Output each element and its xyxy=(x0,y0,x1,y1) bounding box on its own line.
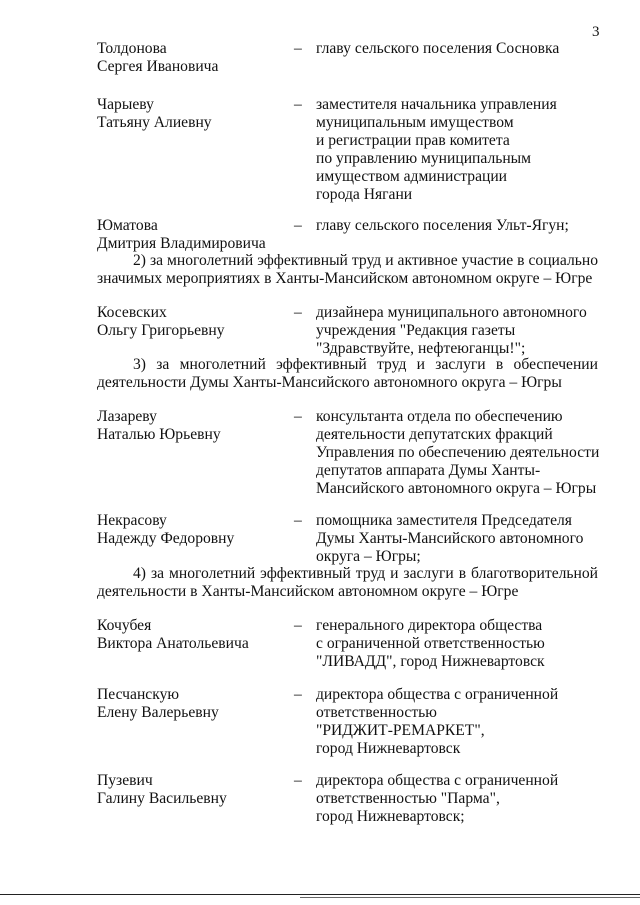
dash-separator: – xyxy=(294,96,302,113)
dash-separator: – xyxy=(294,40,302,57)
person-name: Косевских Ольгу Григорьевну xyxy=(97,304,225,339)
award-category-paragraph: 2) за многолетний эффективный труд и активное участие в социально значимых мероприятиях в Ханты-Мансийском автономном округе – Югре xyxy=(97,252,598,287)
footer-rule-secondary xyxy=(300,897,640,898)
person-name: Толдонова Сергея Ивановича xyxy=(97,40,219,75)
dash-separator: – xyxy=(294,512,302,529)
position-description: помощника заместителя Председателя Думы Ханты-Мансийского автономного округа – Югры; xyxy=(316,512,584,565)
position-description: консультанта отдела по обеспечению деятельности депутатских фракций Управления по обеспечению деятельности депутатов аппарата Думы Ханты- Мансийского автономного округа – Югры xyxy=(316,408,600,497)
dash-separator: – xyxy=(294,617,302,634)
dash-separator: – xyxy=(294,217,302,234)
footer-rule xyxy=(0,894,640,895)
person-name: Пузевич Галину Васильевну xyxy=(97,772,227,807)
dash-separator: – xyxy=(294,408,302,425)
dash-separator: – xyxy=(294,686,302,703)
person-name: Лазареву Наталью Юрьевну xyxy=(97,408,221,443)
page-number: 3 xyxy=(592,24,600,40)
person-name: Юматова Дмитрия Владимировича xyxy=(97,217,266,252)
award-category-paragraph: 4) за многолетний эффективный труд и заслуги в благотворительной деятельности в Ханты-Мансийском автономном округе – Югре xyxy=(97,565,598,600)
position-description: заместителя начальника управления муниципальным имуществом и регистрации прав комитета по управлению муниципальным имуществом администрации города Нягани xyxy=(316,96,557,203)
position-description: главу сельского поселения Сосновка xyxy=(316,40,560,57)
person-name: Песчанскую Елену Валерьевну xyxy=(97,686,219,721)
position-description: директора общества с ограниченной ответственностью "РИДЖИТ-РЕМАРКЕТ", город Нижневартовск xyxy=(316,686,559,757)
position-description: дизайнера муниципального автономного учреждения "Редакция газеты "Здравствуйте, нефтеюганцы!"; xyxy=(316,304,587,357)
dash-separator: – xyxy=(294,772,302,789)
position-description: главу сельского поселения Ульт-Ягун; xyxy=(316,217,569,234)
person-name: Некрасову Надежду Федоровну xyxy=(97,512,235,547)
position-description: директора общества с ограниченной ответственностью "Парма", город Нижневартовск; xyxy=(316,772,559,825)
dash-separator: – xyxy=(294,304,302,321)
award-category-paragraph: 3) за многолетний эффективный труд и заслуги в обеспечении деятельности Думы Ханты-Мансийского автономного округа – Югры xyxy=(97,356,598,391)
position-description: генерального директора общества с ограниченной ответственностью "ЛИВАДД", город Нижневартовск xyxy=(316,617,545,670)
person-name: Чарыеву Татьяну Алиевну xyxy=(97,96,212,131)
person-name: Кочубея Виктора Анатольевича xyxy=(97,617,249,652)
